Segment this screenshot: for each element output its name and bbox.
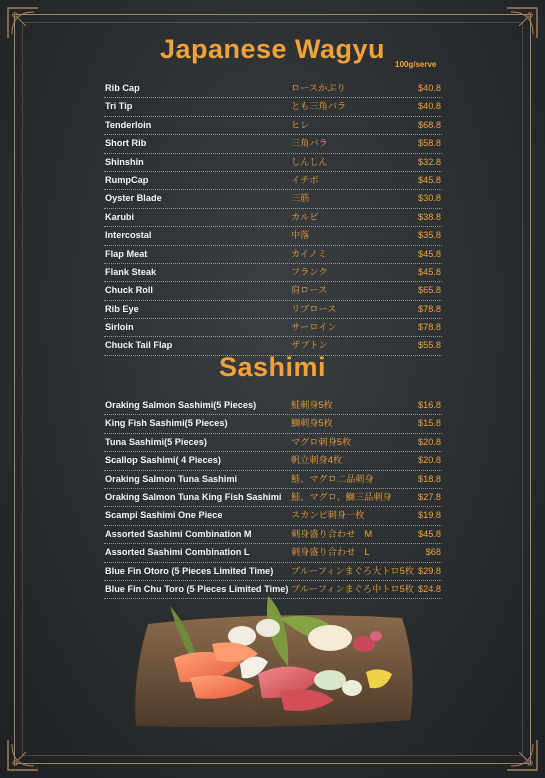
item-japanese-name: イチボ [291, 174, 319, 185]
item-price: $55.8 [418, 340, 441, 351]
item-name: Flap Meat [105, 248, 148, 259]
section-title-wagyu: Japanese Wagyu [159, 34, 386, 64]
item-price: $38.8 [418, 211, 441, 222]
item-price: $20.8 [418, 436, 441, 447]
item-name: Blue Fin Chu Toro (5 Pieces Limited Time) [105, 583, 289, 594]
item-name: Tuna Sashimi(5 Pieces) [105, 436, 207, 447]
menu-row [104, 117, 442, 135]
item-japanese-name: 中落 [291, 230, 310, 241]
item-price: $68.8 [418, 119, 441, 130]
item-japanese-name: フランク [291, 266, 328, 277]
item-japanese-name: しんしん [291, 156, 328, 167]
item-price: $45.8 [418, 248, 441, 259]
item-name: Tri Tip [105, 101, 133, 112]
sashimi-platter-image [130, 588, 420, 733]
item-price: $27.8 [418, 491, 441, 502]
menu-row [104, 434, 442, 452]
menu-row [104, 227, 442, 245]
item-price: $78.8 [418, 303, 441, 314]
item-japanese-name: ザブトン [291, 340, 328, 351]
menu-row [104, 282, 442, 300]
item-price: $40.8 [418, 101, 441, 112]
item-price: $65.8 [418, 285, 441, 296]
item-name: Flank Steak [105, 266, 157, 277]
item-japanese-name: サーロイン [291, 322, 337, 333]
item-name: Intercostal [105, 230, 152, 241]
section-title-sashimi: Sashimi [218, 352, 327, 382]
item-japanese-name: マグロ刺身5枚 [291, 436, 352, 447]
item-japanese-name: 三筋 [291, 193, 310, 204]
item-japanese-name: 鮭、マグロ二品刺身 [291, 473, 374, 484]
item-japanese-name: カルビ [291, 211, 319, 222]
item-name: Blue Fin Otoro (5 Pieces Limited Time) [105, 565, 274, 576]
sashimi-menu-list [104, 397, 442, 599]
item-japanese-name: 帆立刺身4枚 [291, 455, 343, 466]
item-japanese-name: 刺身盛り合わせ M [291, 528, 373, 539]
item-japanese-name: ブルーフィンまぐろ大トロ5枚 [291, 565, 414, 576]
item-price: $45.8 [418, 528, 441, 539]
menu-row [104, 397, 442, 415]
item-name: Chuck Tail Flap [105, 340, 173, 351]
item-price: $16.8 [418, 400, 441, 410]
menu-row [104, 172, 442, 190]
item-japanese-name: ヒレ [291, 119, 310, 130]
menu-row [104, 319, 442, 337]
item-japanese-name: 三角バラ [291, 138, 328, 149]
item-price: $35.8 [418, 230, 441, 241]
menu-row [104, 246, 442, 264]
item-japanese-name: 鮭、マグロ、鰤三品刺身 [291, 491, 392, 502]
item-name: Scallop Sashimi( 4 Pieces) [105, 455, 221, 466]
menu-row [104, 190, 442, 208]
item-japanese-name: リブロース [291, 303, 337, 314]
item-price: $30.8 [418, 193, 441, 204]
item-name: Oraking Salmon Sashimi(5 Pieces) [105, 400, 257, 410]
item-price: $40.8 [418, 83, 441, 93]
item-japanese-name: スカンピ刺身一枚 [291, 510, 365, 521]
item-price: $19.8 [418, 510, 441, 521]
ornament-corner-icon [505, 738, 539, 772]
item-name: Oyster Blade [105, 193, 162, 204]
item-price: $24.8 [418, 583, 441, 594]
item-name: Oraking Salmon Tuna King Fish Sashimi [105, 491, 282, 502]
menu-row [104, 135, 442, 153]
menu-row [104, 154, 442, 172]
item-japanese-name: ロースかぶり [291, 83, 346, 93]
item-price: $45.8 [418, 266, 441, 277]
menu-row [104, 526, 442, 544]
item-name: Assorted Sashimi Combination L [105, 547, 250, 558]
menu-row [104, 452, 442, 470]
ornament-corner-icon [6, 738, 40, 772]
item-name: King Fish Sashimi(5 Pieces) [105, 418, 228, 429]
item-japanese-name: とも三角バラ [291, 101, 347, 112]
item-name: Karubi [105, 211, 135, 222]
item-name: Sirloin [105, 322, 134, 333]
item-name: Rib Cap [105, 83, 140, 93]
item-price: $29.8 [418, 565, 441, 576]
menu-row [104, 507, 442, 525]
item-japanese-name: カイノミ [291, 248, 327, 259]
menu-row [104, 264, 442, 282]
item-name: Rib Eye [105, 303, 139, 314]
item-japanese-name: ブルーフィンまぐろ中トロ5枚 [291, 583, 414, 594]
menu-row [104, 544, 442, 562]
menu-row [104, 415, 442, 433]
item-japanese-name: 肩ロース [291, 285, 328, 296]
item-name: Chuck Roll [105, 285, 153, 296]
serving-size-note: 100g/serve [395, 60, 437, 69]
item-name: Oraking Salmon Tuna Sashimi [105, 473, 238, 484]
item-name: RumpCap [105, 174, 149, 185]
item-japanese-name: 鮭刺身5枚 [291, 400, 333, 410]
menu-row [104, 80, 442, 98]
menu-row [104, 471, 442, 489]
wagyu-menu-list [104, 80, 442, 356]
item-name: Shinshin [105, 156, 144, 167]
menu-row [104, 301, 442, 319]
menu-row [104, 209, 442, 227]
item-price: $58.8 [418, 138, 441, 149]
item-price: $15.8 [418, 418, 441, 429]
menu-row [104, 489, 442, 507]
item-japanese-name: 刺身盛り合わせ L [291, 547, 370, 558]
item-price: $20.8 [418, 455, 441, 466]
item-price: $32.8 [418, 156, 441, 167]
item-price: $78.8 [418, 322, 441, 333]
menu-row [104, 563, 442, 581]
item-price: $45.8 [418, 174, 441, 185]
item-name: Assorted Sashimi Combination M [105, 528, 252, 539]
item-price: $18.8 [418, 473, 441, 484]
menu-row [104, 98, 442, 116]
item-japanese-name: 鰤刺身5枚 [291, 418, 333, 429]
item-name: Scampi Sashimi One Piece [105, 510, 223, 521]
item-name: Short Rib [105, 138, 147, 149]
item-price: $68 [425, 547, 441, 558]
item-name: Tenderloin [105, 119, 152, 130]
